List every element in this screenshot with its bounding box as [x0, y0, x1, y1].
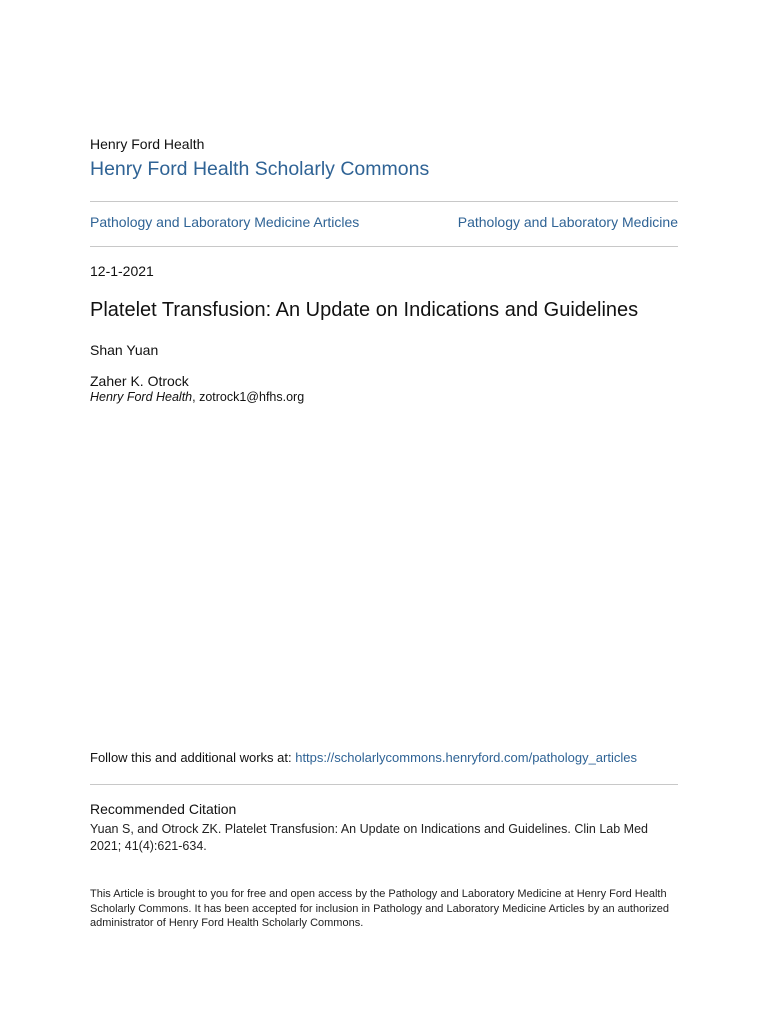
cover-page	[90, 0, 678, 1024]
series-link[interactable]: Pathology and Laboratory Medicine Articles	[90, 214, 360, 230]
collection-divider	[90, 246, 678, 247]
citation-heading: Recommended Citation	[90, 801, 237, 817]
top-divider	[90, 201, 678, 202]
collection-url-link[interactable]: https://scholarlycommons.henryford.com/pathology_articles	[295, 750, 637, 765]
follow-text: Follow this and additional works at:	[90, 750, 296, 765]
access-notice: This Article is brought to you for free and open access by the Pathology and Laboratory Medicine at Henry Ford Health Scholarly Commons. It has been accepted for inclusion in Pathology and Laboratory Medicine Articles by an authorized administrator of Henry Ford Health Scholarly Commons.	[90, 888, 670, 929]
affiliation-institution: Henry Ford Health	[90, 390, 193, 404]
author-name: Zaher K. Otrock	[90, 373, 189, 389]
author-email[interactable]: , zotrock1@hfhs.org	[192, 390, 305, 404]
follow-line	[90, 750, 637, 765]
department-link[interactable]: Pathology and Laboratory Medicine	[457, 214, 678, 230]
citation-text: Yuan S, and Otrock ZK. Platelet Transfusion: An Update on Indications and Guidelines. Clin Lab Med 2021; 41(4):621-634.	[90, 822, 648, 853]
repository-link[interactable]: Henry Ford Health Scholarly Commons	[90, 158, 430, 180]
citation-divider	[90, 784, 678, 785]
article-title: Platelet Transfusion: An Update on Indications and Guidelines	[90, 299, 639, 321]
author-name: Shan Yuan	[90, 342, 159, 358]
publication-date: 12-1-2021	[90, 263, 154, 279]
author-affiliation	[90, 390, 304, 404]
institution-name: Henry Ford Health	[90, 136, 205, 152]
